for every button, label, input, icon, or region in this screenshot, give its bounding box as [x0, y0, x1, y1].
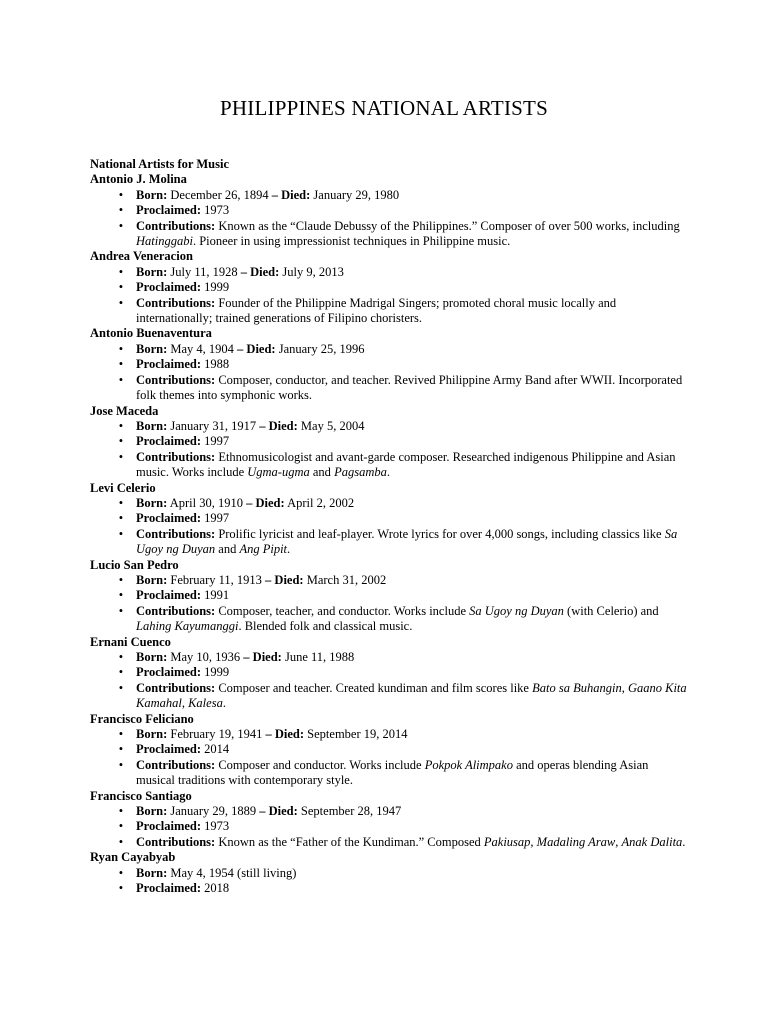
artist-facts	[90, 866, 690, 897]
contribution-text: . Blended folk and classical music.	[238, 619, 413, 634]
work-title: Sa Ugoy ng Duyan	[469, 603, 564, 618]
artist-entry	[90, 326, 690, 403]
work-title: Kalesa	[188, 696, 223, 711]
bullet-marker: •	[118, 572, 124, 587]
born-date: May 4, 1904	[170, 341, 234, 356]
proclaimed-year: 1973	[204, 203, 230, 218]
died-date: September 28, 1947	[300, 804, 402, 819]
born-died-item	[90, 866, 690, 881]
artist-entry	[90, 481, 690, 558]
bullet-marker: •	[118, 804, 124, 819]
bullet-marker: •	[118, 650, 124, 664]
contribution-text: ,	[615, 834, 622, 849]
artist-entry	[90, 789, 690, 851]
contribution-text: (with Celerio) and	[563, 603, 659, 618]
died-date: January 25, 1996	[278, 341, 365, 356]
work-title: Hatinggabi	[136, 234, 193, 249]
contribution-text: Founder of the Philippine Madrigal Singers; promoted choral music locally and internationally; trained generations of Filipino choristers.	[136, 295, 617, 326]
artist-entry	[90, 850, 690, 896]
bullet-marker: •	[118, 757, 124, 772]
born-date: May 4, 1954	[170, 865, 234, 880]
contributions-label: Contributions:	[136, 757, 216, 772]
proclaimed-label: Proclaimed:	[136, 511, 202, 526]
artist-name: Ryan Cayabyab	[90, 850, 176, 865]
artist-facts	[90, 804, 690, 850]
contribution-text: ,	[621, 680, 628, 695]
proclaimed-year: 1997	[204, 434, 230, 449]
contributions-item	[90, 604, 690, 635]
dash-separator: –	[242, 495, 256, 510]
contributions-label: Contributions:	[136, 526, 216, 541]
proclaimed-item	[90, 742, 690, 757]
contributions-item	[90, 373, 690, 404]
contributions-item	[90, 681, 690, 712]
proclaimed-label: Proclaimed:	[136, 280, 202, 295]
artist-facts	[90, 188, 690, 250]
contribution-text: Composer and conductor. Works include	[218, 757, 425, 772]
artist-name: Andrea Veneracion	[90, 249, 193, 264]
work-title: Pokpok Alimpako	[424, 757, 513, 772]
contributions-label: Contributions:	[136, 449, 216, 464]
born-died-item	[90, 188, 690, 203]
proclaimed-year: 1999	[204, 280, 230, 295]
bullet-marker: •	[118, 727, 124, 742]
born-date: January 29, 1889	[170, 804, 257, 819]
proclaimed-item	[90, 280, 690, 295]
work-title: Lahing Kayumanggi	[136, 619, 239, 634]
artist-entry	[90, 635, 690, 712]
proclaimed-item	[90, 511, 690, 526]
died-date: January 29, 1980	[313, 187, 400, 202]
artist-entry	[90, 558, 690, 635]
died-label: Died:	[250, 264, 280, 279]
bullet-marker: •	[118, 187, 124, 202]
contributions-item	[90, 835, 690, 850]
contribution-text: Known as the “Claude Debussy of the Philippines.” Composer of over 500 works, including	[218, 218, 680, 233]
born-label: Born:	[136, 572, 168, 587]
bullet-marker: •	[118, 665, 124, 680]
proclaimed-label: Proclaimed:	[136, 665, 202, 680]
died-date: May 5, 2004	[300, 418, 365, 433]
born-label: Born:	[136, 418, 168, 433]
contribution-text: .	[287, 542, 291, 557]
artist-name: Francisco Feliciano	[90, 711, 194, 726]
artist-facts	[90, 650, 690, 712]
died-label: Died:	[274, 572, 304, 587]
bullet-marker: •	[118, 588, 124, 603]
artist-entry	[90, 249, 690, 326]
bullet-marker: •	[118, 495, 124, 510]
dash-separator: –	[233, 341, 247, 356]
document-body	[90, 157, 690, 897]
bullet-marker: •	[118, 680, 124, 695]
bullet-marker: •	[118, 834, 124, 849]
born-died-item	[90, 573, 690, 588]
born-date: December 26, 1894	[170, 187, 269, 202]
contribution-text: Composer and teacher. Created kundiman and film scores like	[218, 680, 533, 695]
artist-facts	[90, 496, 690, 558]
born-died-item	[90, 804, 690, 819]
artist-name: Jose Maceda	[90, 403, 159, 418]
bullet-marker: •	[118, 511, 124, 526]
artist-name: Francisco Santiago	[90, 788, 192, 803]
died-date: July 9, 2013	[282, 264, 344, 279]
died-date: June 11, 1988	[284, 650, 355, 664]
contributions-label: Contributions:	[136, 603, 216, 618]
born-label: Born:	[136, 341, 168, 356]
proclaimed-year: 2018	[204, 881, 230, 896]
died-label: Died:	[246, 341, 276, 356]
contributions-item	[90, 219, 690, 250]
contributions-label: Contributions:	[136, 680, 216, 695]
born-label: Born:	[136, 865, 168, 880]
died-label: Died:	[252, 650, 282, 664]
proclaimed-year: 2014	[204, 742, 230, 757]
bullet-marker: •	[118, 280, 124, 295]
contribution-text: .	[682, 834, 686, 849]
bullet-marker: •	[118, 819, 124, 834]
contribution-text: .	[386, 465, 390, 480]
bullet-marker: •	[118, 295, 124, 310]
bullet-marker: •	[118, 341, 124, 356]
born-date: January 31, 1917	[170, 418, 257, 433]
work-title: Pagsamba	[334, 465, 387, 480]
work-title: Gaano Kita Kamahal	[136, 680, 687, 711]
died-label: Died:	[268, 418, 298, 433]
contributions-label: Contributions:	[136, 372, 216, 387]
contributions-item	[90, 527, 690, 558]
bullet-marker: •	[118, 449, 124, 464]
proclaimed-label: Proclaimed:	[136, 819, 202, 834]
contribution-text: Composer, conductor, and teacher. Revived Philippine Army Band after WWII. Incorporated folk themes into symphonic works.	[136, 372, 683, 403]
contribution-text: and	[309, 465, 335, 480]
dash-separator: –	[256, 804, 269, 819]
bullet-marker: •	[118, 865, 124, 880]
contribution-text: Known as the “Father of the Kundiman.” Composed	[218, 834, 484, 849]
contribution-text: Ethnomusicologist and avant-garde composer. Researched indigenous Philippine and Asian music. Works include	[136, 449, 676, 480]
contribution-text: . Pioneer in using impressionist techniques in Philippine music.	[192, 234, 511, 249]
artist-facts	[90, 265, 690, 327]
contribution-text: and operas blending Asian musical traditions with contemporary style.	[136, 757, 649, 788]
bullet-marker: •	[118, 434, 124, 449]
dash-separator: –	[256, 418, 269, 433]
artist-facts	[90, 419, 690, 481]
died-label: Died:	[268, 804, 298, 819]
dash-separator: –	[237, 264, 251, 279]
bullet-marker: •	[118, 372, 124, 387]
died-label: Died:	[281, 187, 311, 202]
born-date: April 30, 1910	[169, 495, 243, 510]
dash-separator: –	[262, 727, 275, 742]
contribution-text: ,	[530, 834, 537, 849]
bullet-marker: •	[118, 264, 124, 279]
proclaimed-label: Proclaimed:	[136, 357, 202, 372]
born-date: February 19, 1941	[170, 727, 263, 742]
contribution-text: ,	[181, 696, 189, 711]
contributions-label: Contributions:	[136, 218, 216, 233]
artist-name: Ernani Cuenco	[90, 634, 171, 649]
proclaimed-item	[90, 819, 690, 834]
proclaimed-item	[90, 434, 690, 449]
contributions-item	[90, 758, 690, 789]
dash-separator: –	[268, 187, 282, 202]
work-title: Ang Pipit	[239, 542, 288, 557]
born-label: Born:	[136, 187, 168, 202]
section-heading: National Artists for Music	[90, 157, 229, 171]
proclaimed-item	[90, 881, 690, 896]
bullet-marker: •	[118, 218, 124, 233]
proclaimed-item	[90, 588, 690, 603]
died-label: Died:	[255, 495, 285, 510]
proclaimed-label: Proclaimed:	[136, 881, 202, 896]
contributions-item	[90, 296, 690, 327]
artist-facts	[90, 573, 690, 635]
proclaimed-label: Proclaimed:	[136, 742, 202, 757]
born-label: Born:	[136, 264, 168, 279]
artist-name: Antonio Buenaventura	[90, 326, 212, 341]
bullet-marker: •	[118, 742, 124, 757]
proclaimed-year: 1997	[204, 511, 230, 526]
bullet-marker: •	[118, 526, 124, 541]
document-title: PHILIPPINES NATIONAL ARTISTS	[220, 96, 548, 120]
artist-facts	[90, 342, 690, 404]
proclaimed-year: 1991	[204, 588, 230, 603]
born-died-item	[90, 342, 690, 357]
proclaimed-label: Proclaimed:	[136, 588, 202, 603]
born-date: May 10, 1936	[170, 650, 241, 664]
proclaimed-item	[90, 203, 690, 218]
bullet-marker: •	[118, 603, 124, 618]
born-label: Born:	[136, 650, 168, 664]
born-died-item	[90, 650, 690, 665]
dash-separator: –	[261, 572, 275, 587]
bullet-marker: •	[118, 881, 124, 896]
bullet-marker: •	[118, 418, 124, 433]
work-title: Madaling Araw	[536, 834, 616, 849]
born-note: (still living)	[233, 865, 297, 880]
died-date: April 2, 2002	[287, 495, 355, 510]
work-title: Anak Dalita	[621, 834, 683, 849]
proclaimed-label: Proclaimed:	[136, 434, 202, 449]
born-date: February 11, 1913	[170, 572, 262, 587]
contributions-label: Contributions:	[136, 834, 216, 849]
died-date: March 31, 2002	[306, 572, 387, 587]
proclaimed-item	[90, 665, 690, 680]
artist-list	[90, 172, 690, 896]
contribution-text: and	[215, 542, 240, 557]
contribution-text: .	[222, 696, 226, 711]
born-died-item	[90, 419, 690, 434]
artist-entry	[90, 404, 690, 481]
artist-name: Lucio San Pedro	[90, 557, 179, 572]
proclaimed-item	[90, 357, 690, 372]
born-label: Born:	[136, 804, 168, 819]
contribution-text: Prolific lyricist and leaf-player. Wrote lyrics for over 4,000 songs, including classics like	[218, 526, 665, 541]
died-date: September 19, 2014	[307, 727, 408, 742]
born-died-item	[90, 496, 690, 511]
bullet-marker: •	[118, 357, 124, 372]
contribution-text: Composer, teacher, and conductor. Works include	[218, 603, 470, 618]
born-label: Born:	[136, 727, 168, 742]
artist-entry	[90, 712, 690, 789]
contributions-item	[90, 450, 690, 481]
artist-name: Levi Celerio	[90, 480, 156, 495]
dash-separator: –	[240, 650, 253, 664]
born-died-item	[90, 727, 690, 742]
artist-entry	[90, 172, 690, 249]
work-title: Ugma-ugma	[247, 465, 310, 480]
proclaimed-year: 1999	[204, 665, 230, 680]
proclaimed-label: Proclaimed:	[136, 203, 202, 218]
contributions-label: Contributions:	[136, 295, 216, 310]
artist-name: Antonio J. Molina	[90, 172, 187, 187]
born-date: July 11, 1928	[170, 264, 238, 279]
work-title: Pakiusap	[483, 834, 531, 849]
proclaimed-year: 1973	[204, 819, 230, 834]
proclaimed-year: 1988	[204, 357, 230, 372]
work-title: Sa Ugoy ng Duyan	[136, 526, 678, 557]
born-label: Born:	[136, 495, 168, 510]
died-label: Died:	[274, 727, 305, 742]
born-died-item	[90, 265, 690, 280]
bullet-marker: •	[118, 203, 124, 218]
work-title: Bato sa Buhangin	[532, 680, 622, 695]
artist-facts	[90, 727, 690, 789]
